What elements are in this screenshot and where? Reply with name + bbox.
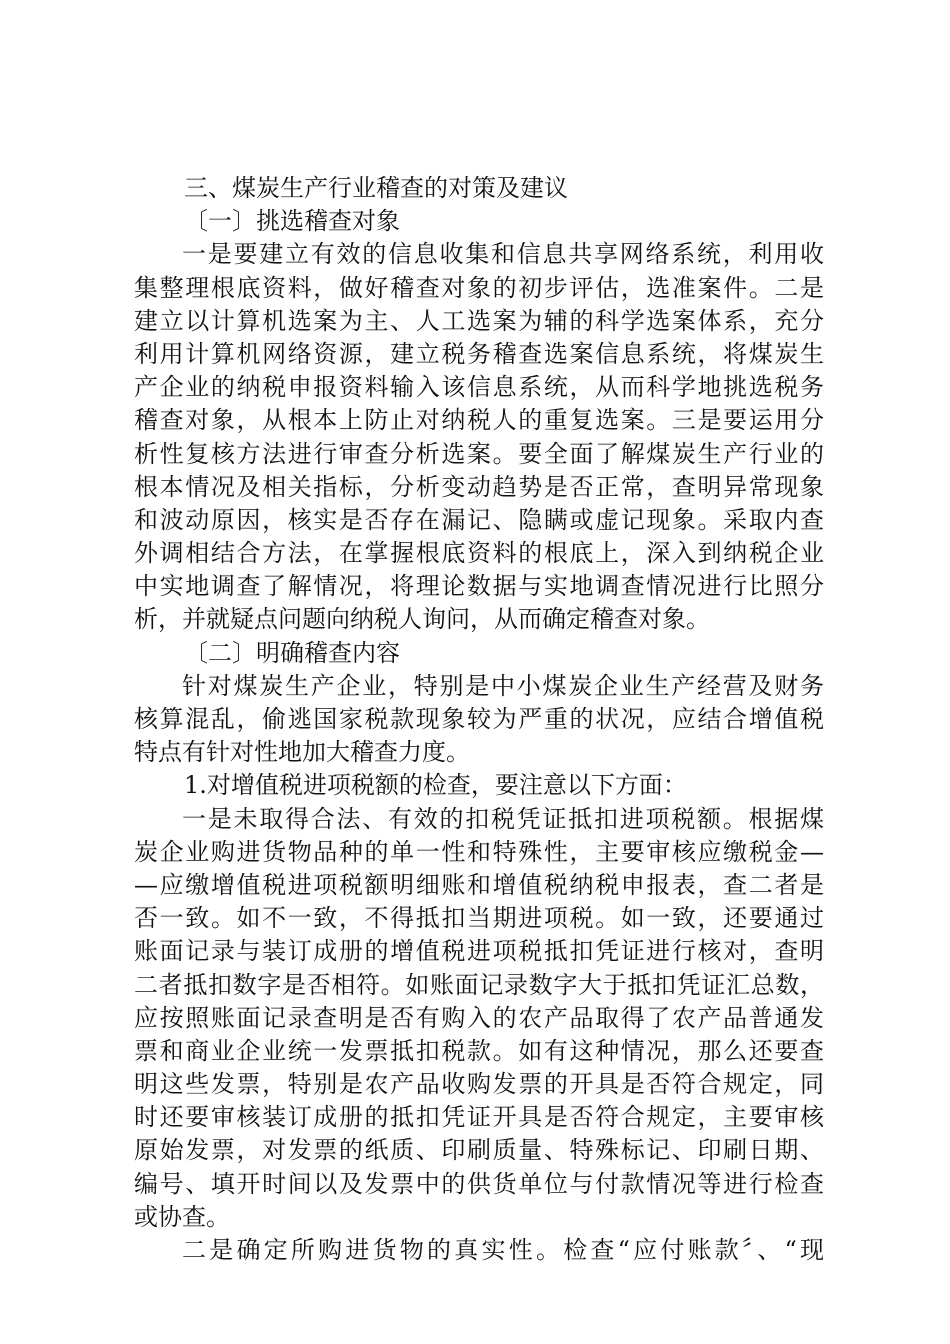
paragraph-line: 否一致。如不一致，不得抵扣当期进项税。如一致，还要通过 — [134, 904, 824, 933]
paragraph-line: 产企业的纳税申报资料输入该信息系统，从而科学地挑选税务 — [134, 373, 824, 402]
paragraph-line: 账面记录与装订成册的增值税进项税抵扣凭证进行核对，查明 — [134, 937, 824, 966]
paragraph-line: 一是要建立有效的信息收集和信息共享网络系统，利用收 — [182, 240, 824, 269]
paragraph-line: 针对煤炭生产企业，特别是中小煤炭企业生产经营及财务 — [182, 671, 824, 700]
paragraph-line: 集整理根底资料，做好稽查对象的初步评估，选准案件。二是 — [134, 273, 824, 302]
paragraph-line: 根本情况及相关指标，分析变动趋势是否正常，查明异常现象 — [134, 472, 824, 501]
document-body — [134, 172, 824, 1267]
paragraph-line: 明这些发票，特别是农产品收购发票的开具是否符合规定，同 — [134, 1070, 824, 1099]
paragraph-line: 稽查对象，从根本上防止对纳税人的重复选案。三是要运用分 — [134, 406, 824, 435]
paragraph-line: 应按照账面记录查明是否有购入的农产品取得了农产品普通发 — [134, 1003, 824, 1032]
paragraph-line: —应缴增值税进项税额明细账和增值税纳税申报表，查二者是 — [134, 870, 824, 899]
section-heading: 三、煤炭生产行业稽查的对策及建议 — [184, 174, 568, 202]
paragraph-line: 一是未取得合法、有效的扣税凭证抵扣进项税额。根据煤 — [182, 804, 824, 833]
subheading-select-targets: 〔一〕挑选稽查对象 — [184, 207, 400, 236]
paragraph-line: 原始发票，对发票的纸质、印刷质量、特殊标记、印刷日期、 — [134, 1136, 824, 1165]
paragraph-line: 特点有针对性地加大稽查力度。 — [134, 738, 470, 767]
paragraph-line: 或协查。 — [134, 1202, 230, 1231]
paragraph-line: 和波动原因，核实是否存在漏记、隐瞒或虚记现象。采取内查 — [134, 505, 824, 534]
paragraph-line: 建立以计算机选案为主、人工选案为辅的科学选案体系，充分 — [134, 306, 824, 335]
paragraph-line: 票和商业企业统一发票抵扣税款。如有这种情况，那么还要查 — [134, 1036, 824, 1065]
paragraph-line: 二者抵扣数字是否相符。如账面记录数字大于抵扣凭证汇总数， — [134, 970, 824, 999]
list-item-vat-input: 1.对增值税进项税额的检查，要注意以下方面： — [184, 771, 687, 800]
paragraph-line: 时还要审核装订成册的抵扣凭证开具是否符合规定，主要审核 — [134, 1103, 824, 1132]
paragraph-line: 中实地调查了解情况，将理论数据与实地调查情况进行比照分 — [134, 572, 824, 601]
paragraph-line: 核算混乱，偷逃国家税款现象较为严重的状况，应结合增值税 — [134, 705, 824, 733]
paragraph-line: 二是确定所购进货物的真实性。检查“应付账款〞、“现 — [182, 1236, 824, 1264]
paragraph-line: 析，并就疑点问题向纳税人询问，从而确定稽查对象。 — [134, 605, 710, 634]
paragraph-line: 利用计算机网络资源，建立税务稽查选案信息系统，将煤炭生 — [134, 339, 824, 368]
paragraph-line: 炭企业购进货物品种的单一性和特殊性，主要审核应缴税金— — [134, 837, 824, 866]
paragraph-line: 外调相结合方法，在掌握根底资料的根底上，深入到纳税企业 — [134, 539, 824, 568]
subheading-define-content: 〔二〕明确稽查内容 — [184, 638, 400, 667]
paragraph-line: 析性复核方法进行审查分析选案。要全面了解煤炭生产行业的 — [134, 439, 824, 468]
paragraph-line: 编号、填开时间以及发票中的供货单位与付款情况等进行检查 — [134, 1169, 824, 1198]
